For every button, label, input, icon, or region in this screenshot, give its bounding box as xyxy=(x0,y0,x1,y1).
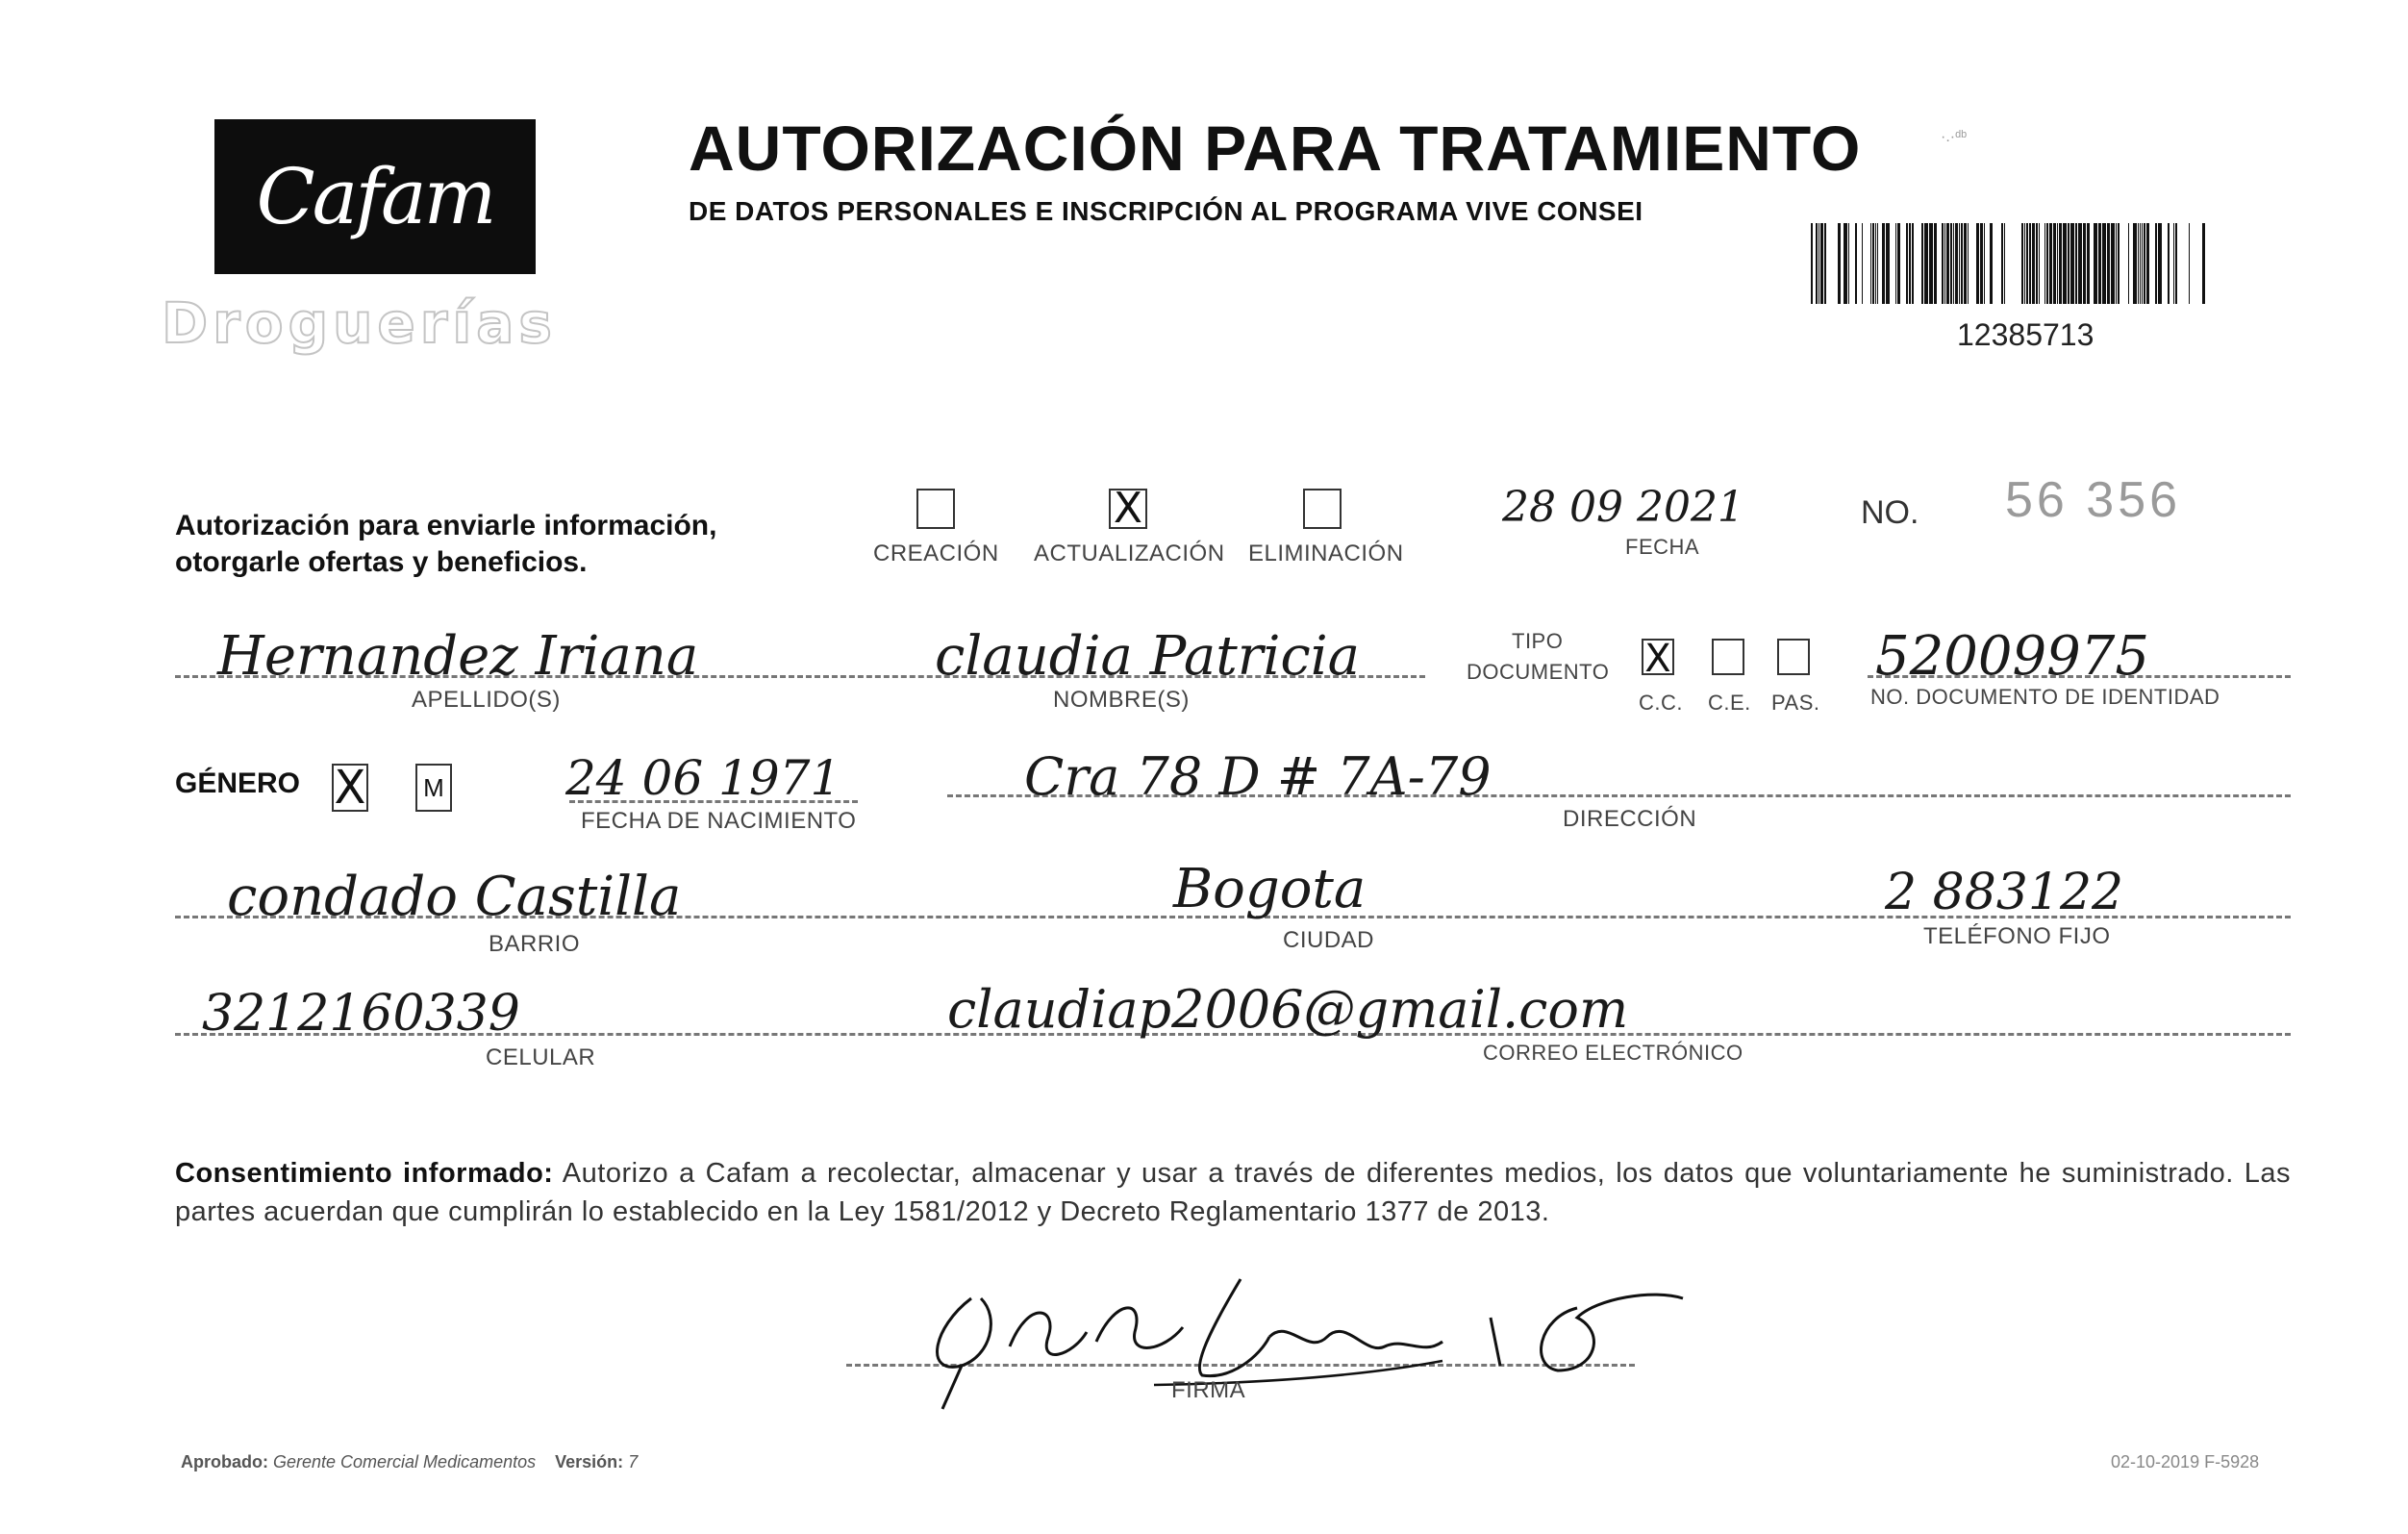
genero-m-checkbox[interactable] xyxy=(415,764,452,812)
barcode-number: 12385713 xyxy=(1957,317,2094,352)
cc-label: C.C. xyxy=(1639,691,1683,715)
tipo-label-2: DOCUMENTO xyxy=(1467,660,1610,684)
barcode-bar xyxy=(2168,223,2170,304)
barcode-bar xyxy=(2142,223,2143,304)
barcode-bar xyxy=(2057,223,2058,304)
barcode-bar xyxy=(1886,223,1890,304)
cc-mark: X xyxy=(1644,637,1671,681)
barcode-bar xyxy=(2083,223,2086,304)
barrio-label: BARRIO xyxy=(489,931,581,957)
barcode-bar xyxy=(2133,223,2137,304)
barcode-bar xyxy=(1877,223,1878,304)
barcode-bar xyxy=(1897,223,1900,304)
barcode-bar xyxy=(2063,223,2067,304)
consent-text: Autorizo a Cafam a recolectar, almacenar y usar a través de diferentes medios, los datos que voluntariamente he suministrado. Las partes acuerdan que cumplirán lo establecido en la Ley 1581/2012 y Decreto Reglamentario 1377 de 2013. xyxy=(175,1158,2291,1227)
barcode-bar xyxy=(1976,223,1979,304)
footer-left xyxy=(181,1452,638,1472)
barcode-bar xyxy=(2059,223,2062,304)
cafam-logo xyxy=(214,119,536,274)
barcode-bar xyxy=(2039,223,2040,304)
barcode-bar xyxy=(2094,223,2097,304)
barcode-bar xyxy=(1870,223,1871,304)
barcode-bar xyxy=(2068,223,2069,304)
barcode-bar xyxy=(1838,223,1841,304)
barcode-bar xyxy=(2021,223,2023,304)
nacimiento-underline xyxy=(569,800,858,803)
barcode-bar xyxy=(2029,223,2031,304)
intro-line-2: otorgarle ofertas y beneficios. xyxy=(175,546,588,578)
barcode-bar xyxy=(1944,223,1945,304)
barcode-bar xyxy=(1964,223,1967,304)
no-value: 56 356 xyxy=(2005,472,2182,528)
barcode-bar xyxy=(1924,223,1928,304)
barcode-bar xyxy=(1984,223,1985,304)
barcode-bar xyxy=(1855,223,1857,304)
form-subtitle: DE DATOS PERSONALES E INSCRIPCIÓN AL PROGRAMA VIVE CONSEI xyxy=(689,196,1643,226)
actualizacion-mark: X xyxy=(1113,484,1143,533)
barcode-bar xyxy=(1811,223,1813,304)
apellidos-label: APELLIDO(S) xyxy=(412,687,561,713)
barcode-bar xyxy=(1848,223,1849,304)
telefono-value[interactable]: 2 883122 xyxy=(1885,864,2124,921)
no-label: NO. xyxy=(1861,494,1919,531)
actualizacion-checkbox[interactable] xyxy=(1109,484,1147,533)
barcode-bar xyxy=(1875,223,1876,304)
barcode-bar xyxy=(1934,223,1937,304)
barcode-bar xyxy=(1872,223,1874,304)
direccion-label: DIRECCIÓN xyxy=(1563,806,1697,832)
barcode-bar xyxy=(1909,223,1911,304)
genero-m-label: M xyxy=(423,773,444,802)
nacimiento-label: FECHA DE NACIMIENTO xyxy=(581,808,857,834)
actualizacion-label: ACTUALIZACIÓN xyxy=(1034,541,1225,566)
aprobado-label: Aprobado: xyxy=(181,1452,268,1471)
barcode-bar xyxy=(1929,223,1933,304)
barcode-bar xyxy=(1816,223,1818,304)
aprobado-value: Gerente Comercial Medicamentos xyxy=(273,1452,537,1471)
barcode-bar xyxy=(2138,223,2139,304)
tipo-label-1: TIPO xyxy=(1512,629,1564,653)
creacion-label: CREACIÓN xyxy=(873,541,999,566)
nombres-label: NOMBRE(S) xyxy=(1053,687,1190,713)
signature-label: FIRMA xyxy=(1171,1377,1246,1403)
barcode-bar xyxy=(1942,223,1944,304)
barcode-bar xyxy=(2075,223,2077,304)
barcode-bar xyxy=(2189,223,2190,304)
barcode-bar xyxy=(2026,223,2028,304)
ce-checkbox[interactable] xyxy=(1712,639,1744,675)
barcode-bar xyxy=(2144,223,2145,304)
barcode-bar xyxy=(2053,223,2056,304)
droguerias-sublogo: Droguerías xyxy=(162,290,557,356)
barcode-bar xyxy=(2098,223,2101,304)
barcode-bar xyxy=(1895,223,1896,304)
signature-scribble xyxy=(904,1241,1693,1423)
eliminacion-checkbox[interactable] xyxy=(1303,489,1342,529)
barcode-bar xyxy=(1820,223,1823,304)
barcode-bar xyxy=(2111,223,2115,304)
pas-checkbox[interactable] xyxy=(1777,639,1810,675)
barcode-bar xyxy=(2140,223,2141,304)
barcode-bar xyxy=(1946,223,1949,304)
barcode-bar xyxy=(1953,223,1954,304)
documento-label: NO. DOCUMENTO DE IDENTIDAD xyxy=(1870,685,2220,709)
pas-label: PAS. xyxy=(1771,691,1820,715)
barcode-bar xyxy=(2036,223,2038,304)
consent-heading: Consentimiento informado: xyxy=(175,1158,554,1189)
barcode-bar xyxy=(2044,223,2045,304)
barcode-bar xyxy=(2173,223,2174,304)
ciudad-value[interactable]: Bogota xyxy=(1173,858,1367,920)
barcode-bar xyxy=(2070,223,2074,304)
genero-f-mark: X xyxy=(334,761,366,815)
version-label: Versión: xyxy=(555,1452,624,1471)
fecha-label: FECHA xyxy=(1625,535,1700,559)
barcode-bar xyxy=(1882,223,1885,304)
barcode-bar xyxy=(2102,223,2106,304)
barcode-bar xyxy=(2155,223,2157,304)
barcode-bar xyxy=(2202,223,2205,304)
barcode-bar xyxy=(2128,223,2129,304)
barcode-bar xyxy=(2049,223,2052,304)
barrio-value[interactable]: condado Castilla xyxy=(227,866,682,928)
footer-right: 02-10-2019 F-5928 xyxy=(2111,1452,2260,1471)
barcode-bar xyxy=(1844,223,1847,304)
barcode-bar xyxy=(2118,223,2120,304)
barcode-bar xyxy=(1862,223,1863,304)
barcode-bar xyxy=(2001,223,2003,304)
form-title: AUTORIZACIÓN PARA TRATAMIENTO xyxy=(689,113,1862,184)
creacion-checkbox[interactable] xyxy=(916,489,955,529)
correo-value[interactable]: claudiap2006@gmail.com xyxy=(947,979,1629,1040)
celular-label: CELULAR xyxy=(486,1044,596,1070)
nombres-value[interactable]: claudia Patricia xyxy=(935,625,1361,688)
barcode-bar xyxy=(1906,223,1908,304)
barcode-bar xyxy=(2032,223,2035,304)
barcode-bar xyxy=(2024,223,2025,304)
barcode-bar xyxy=(1950,223,1952,304)
correo-label: CORREO ELECTRÓNICO xyxy=(1483,1041,1743,1065)
ciudad-label: CIUDAD xyxy=(1283,927,1375,953)
barcode-bar xyxy=(1955,223,1958,304)
barcode-bar xyxy=(2078,223,2082,304)
barcode-bar xyxy=(1921,223,1923,304)
documento-value[interactable]: 52009975 xyxy=(1875,625,2150,688)
barcode-bar xyxy=(1824,223,1826,304)
nacimiento-value[interactable]: 24 06 1971 xyxy=(565,750,841,806)
barcode-bar xyxy=(1980,223,1983,304)
barcode-bar xyxy=(2175,223,2177,304)
genero-f-checkbox[interactable] xyxy=(332,761,368,815)
barcode-bar xyxy=(2116,223,2117,304)
logo-text: Cafam xyxy=(256,152,494,241)
ce-label: C.E. xyxy=(1708,691,1751,715)
direccion-value[interactable]: Cra 78 D # 7A-79 xyxy=(1024,746,1492,807)
barcode-bar xyxy=(2158,223,2162,304)
barcode xyxy=(1811,223,2209,304)
barcode-bar xyxy=(2087,223,2090,304)
barcode-bar xyxy=(1968,223,1969,304)
barcode-bar xyxy=(1990,223,1993,304)
barcode-bar xyxy=(2046,223,2048,304)
genero-label: GÉNERO xyxy=(175,767,301,799)
barcode-bar xyxy=(1912,223,1914,304)
barcode-bar xyxy=(2107,223,2110,304)
apellidos-value[interactable]: Hernandez Iriana xyxy=(217,625,699,688)
version-value: 7 xyxy=(628,1452,639,1471)
celular-value[interactable]: 3212160339 xyxy=(202,985,520,1043)
eliminacion-label: ELIMINACIÓN xyxy=(1248,541,1404,566)
scan-speck: ·.·ᵈᵇ xyxy=(1941,129,1968,145)
intro-line-1: Autorización para enviarle información, xyxy=(175,510,717,541)
telefono-label: TELÉFONO FIJO xyxy=(1923,923,2111,949)
cc-checkbox[interactable] xyxy=(1642,637,1674,681)
barcode-bar xyxy=(2004,223,2005,304)
barcode-bar xyxy=(2146,223,2149,304)
fecha-value[interactable]: 28 09 2021 xyxy=(1502,483,1744,532)
consent-paragraph xyxy=(175,1154,2291,1231)
barcode-bar xyxy=(1959,223,1960,304)
barcode-bar xyxy=(1961,223,1963,304)
